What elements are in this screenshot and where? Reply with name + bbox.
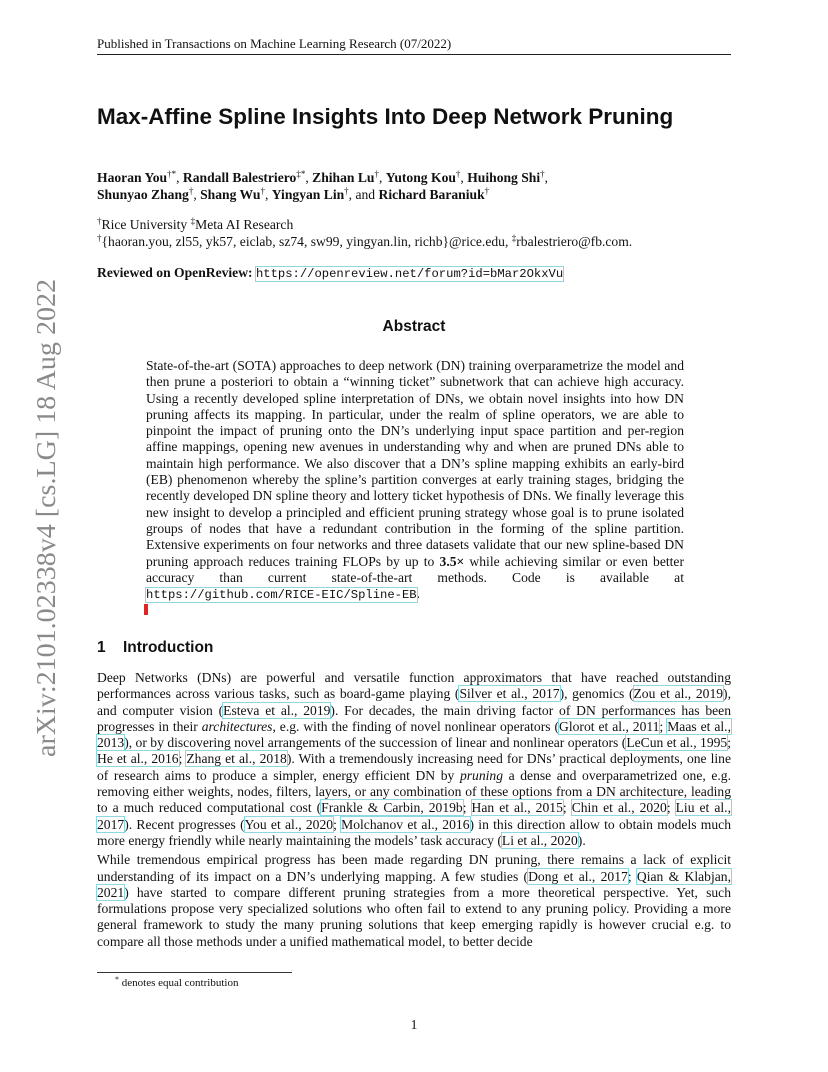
citation-link[interactable]: Zou et al., 2019 bbox=[633, 686, 724, 702]
affil-mark: † bbox=[97, 216, 102, 226]
author-name: Richard Baraniuk bbox=[378, 187, 485, 202]
citation-link[interactable]: Molchanov et al., 2016 bbox=[341, 816, 470, 832]
author-name: Yingyan Lin bbox=[271, 187, 345, 202]
citation-link[interactable]: Maas et al., 2013 bbox=[97, 718, 731, 751]
author-name: Haoran You bbox=[97, 170, 168, 185]
citation-link[interactable]: Han et al., 2015 bbox=[471, 800, 563, 816]
text-run: ). With a tremendously increasing need for DNs’ practical deployments, one line of research aims to produce a simpler, energy efficient DN by bbox=[97, 751, 731, 783]
italic-term: pruning bbox=[459, 767, 503, 783]
affiliations bbox=[97, 216, 731, 250]
citation-link[interactable]: Li et al., 2020 bbox=[501, 832, 578, 848]
abstract-bold-value: 3.5× bbox=[439, 553, 465, 569]
text-run: ; bbox=[178, 751, 187, 767]
paper-title: Max-Affine Spline Insights Into Deep Network Pruning bbox=[97, 104, 674, 129]
header-rule bbox=[97, 54, 731, 55]
text-run: , e.g. with the finding of novel nonlinear operators ( bbox=[272, 718, 560, 734]
section-heading bbox=[97, 639, 213, 657]
abstract-text: State-of-the-art (SOTA) approaches to deep network (DN) training overparametrize the model and then prune a posteriori to obtain a “winning ticket” subnetwork that can achieve high accuracy. Using a recently developed spline interpretation of DNs, we obtain novel insights into how DN pruning affects its mapping. In particular, under the realm of spline operators, we are able to pinpoint the impact of pruning onto the DN’s underlying input space partition and per-region affine mappings, opening new avenues in understanding why and when are pruned DNs able to maintain high performance. We also discover that a DN’s spline mapping exhibits an early-bird (EB) phenomenon whereby the spline’s partition converges at early training stages, bridging the recently developed DN spline theory and lottery ticket hypothesis of DNs. We finally leverage this new insight to develop a principled and efficient pruning strategy whose goal is to prune isolated groups of nodes that have a redundant contribution in the forming of the spline partition. Extensive experiments on four networks and three datasets validate that our new spline-based DN pruning approach reduces training FLOPs by up to bbox=[146, 358, 684, 569]
code-link[interactable]: https://github.com/RICE-EIC/Spline-EB bbox=[146, 588, 417, 603]
arxiv-side-stamp bbox=[12, 277, 72, 757]
citation-link[interactable]: Dong et al., 2017 bbox=[528, 868, 628, 884]
author-mark: †* bbox=[167, 169, 177, 179]
footnote bbox=[115, 977, 238, 989]
italic-term: architectures bbox=[201, 718, 273, 734]
author-mark: † bbox=[374, 169, 379, 179]
author-mark: † bbox=[484, 186, 490, 196]
text-run: ). For decades, the main driving factor of DN performances has been progresses in their bbox=[97, 702, 731, 734]
text-run: a dense and overparametrized one, e.g. removing either weights, nodes, filters, layers, or any combination of these options from a DN architecture, leading to a much reduced computational cost ( bbox=[97, 767, 731, 816]
red-marker bbox=[144, 604, 148, 615]
author-mark: ‡* bbox=[296, 169, 306, 179]
reviewed-label: Reviewed on OpenReview: bbox=[97, 265, 253, 280]
author-name: Zhihan Lu bbox=[312, 170, 375, 185]
arxiv-stamp-text: arXiv:2101.02338v4 [cs.LG] 18 Aug 2022 bbox=[31, 296, 61, 757]
footnote-text: denotes equal contribution bbox=[121, 977, 239, 989]
intro-paragraph-1 bbox=[97, 670, 731, 849]
affil-mark: ‡ bbox=[511, 233, 517, 243]
openreview-link[interactable]: https://openreview.net/forum?id=bMar2OkxVu bbox=[255, 267, 564, 281]
author-name: Yutong Kou bbox=[385, 170, 456, 185]
author-mark: † bbox=[188, 186, 194, 196]
text-run: ; bbox=[727, 735, 731, 751]
author-name: Shunyao Zhang bbox=[97, 187, 189, 202]
citation-link[interactable]: Qian & Klabjan, 2021 bbox=[97, 868, 731, 900]
author-list: Haoran You†*, Randall Balestriero‡*, Zhihan Lu†, Yutong Kou†, Huihong Shi†, Shunyao Zhang†, Shang Wu†, Yingyan Lin†, and Richard Baraniuk† bbox=[97, 169, 549, 202]
text-run: ), and computer vision ( bbox=[97, 686, 731, 718]
section-number: 1 bbox=[97, 639, 106, 656]
running-header: Published in Transactions on Machine Learning Research (07/2022) bbox=[97, 36, 452, 51]
text-run: ; bbox=[627, 868, 637, 884]
author-mark: † bbox=[540, 169, 545, 179]
citation-link[interactable]: Liu et al., 2017 bbox=[97, 800, 731, 832]
abstract-heading: Abstract bbox=[382, 318, 446, 335]
citation-link[interactable]: Glorot et al., 2011 bbox=[559, 718, 660, 734]
page-number: 1 bbox=[410, 1017, 418, 1032]
author-mark: † bbox=[260, 186, 265, 196]
footnote-mark: * bbox=[115, 975, 119, 984]
text-run: ), or by discovering novel arrangements of the succession of linear and nonlinear operators ( bbox=[124, 735, 627, 751]
affil-text: Meta AI Research bbox=[195, 217, 294, 232]
citation-link[interactable]: Silver et al., 2017 bbox=[459, 686, 560, 702]
authors-conjunction: , and bbox=[348, 187, 376, 202]
intro-paragraph-2 bbox=[97, 852, 731, 950]
abstract-end: . bbox=[416, 586, 421, 602]
author-name: Huihong Shi bbox=[467, 170, 541, 185]
affil-emails: {haoran.you, zl55, yk57, eiclab, sz74, sw99, yingyan.lin, richb}@rice.edu, bbox=[101, 234, 512, 249]
author-mark: † bbox=[455, 169, 461, 179]
text-run: ) have started to compare different pruning strategies from a more theoretical perspective. Yet, such formulations propose very specialized solutions who often fail to extend to any pruning policy. Providing a more general framework to study the many pruning solutions that keep emerging rapidly is however crucial e.g. to compare all those methods under a unified mathematical model, to better decide bbox=[97, 884, 731, 949]
footnote-rule bbox=[97, 972, 292, 973]
author-name: Shang Wu bbox=[200, 187, 261, 202]
text-run: ; bbox=[562, 800, 572, 816]
text-run: ; bbox=[333, 816, 342, 832]
abstract-body bbox=[146, 358, 684, 603]
citation-link[interactable]: Frankle & Carbin, 2019b bbox=[321, 800, 463, 816]
text-run: ; bbox=[666, 800, 676, 816]
citation-link[interactable]: You et al., 2020 bbox=[244, 816, 334, 832]
text-run: ). Recent progresses ( bbox=[124, 816, 245, 832]
section-title: Introduction bbox=[123, 639, 214, 656]
text-run: ) in this direction allow to obtain models much more energy friendly while nearly maintaining the models’ task accuracy ( bbox=[97, 816, 731, 848]
text-run: While tremendous empirical progress has been made regarding DN pruning, there remains a lack of explicit understanding of its impact on a DN’s underlying mapping. A few studies ( bbox=[97, 852, 731, 884]
citation-link[interactable]: Zhang et al., 2018 bbox=[186, 751, 287, 767]
intro-body bbox=[97, 670, 731, 953]
affil-mark: ‡ bbox=[190, 216, 196, 226]
text-run: ; bbox=[659, 718, 668, 734]
affil-email: rbalestriero@fb.com. bbox=[516, 234, 633, 249]
text-run: ; bbox=[462, 800, 472, 816]
citation-link[interactable]: Chin et al., 2020 bbox=[571, 800, 667, 816]
text-run: ). bbox=[577, 832, 586, 848]
text-run: Deep Networks (DNs) are powerful and versatile function approximators that have reached outstanding performances across various tasks, such as board-game playing ( bbox=[97, 670, 731, 702]
citation-link[interactable]: Esteva et al., 2019 bbox=[223, 702, 331, 718]
affil-text: Rice University bbox=[101, 217, 191, 232]
author-mark: † bbox=[344, 186, 349, 196]
affil-mark: † bbox=[97, 233, 102, 243]
reviewed-line bbox=[97, 265, 731, 281]
abstract-text: while achieving similar or even better accuracy than current state-of-the-art methods. Code is available at bbox=[146, 553, 684, 585]
citation-link[interactable]: LeCun et al., 1995 bbox=[626, 735, 728, 751]
author-name: Randall Balestriero bbox=[182, 170, 297, 185]
citation-link[interactable]: He et al., 2016 bbox=[97, 751, 179, 767]
text-run: ), genomics ( bbox=[559, 686, 634, 702]
